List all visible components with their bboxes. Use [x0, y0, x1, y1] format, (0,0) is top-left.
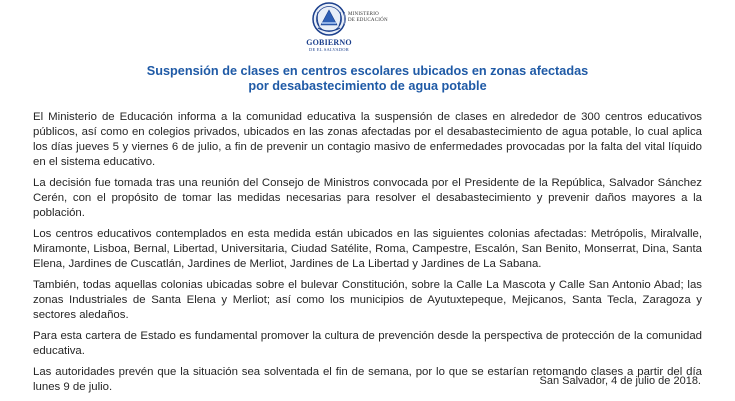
- gov-line1: GOBIERNO: [306, 38, 352, 47]
- document-header: [0, 0, 735, 60]
- paragraph: Los centros educativos contemplados en esta medida están ubicados en las siguientes colonias afectadas: Metrópolis, Miralvalle, Miramonte, Lisboa, Bernal, Libertad, Universitaria, Ciudad Satélite, Roma, Campestre, Escalón, San Benito, Monserrat, Dina, Santa Elena, Jardines de Cuscatlán, Jardines de Merliot, Jardines de La Libertad y Jardines de La Sabana.: [33, 228, 702, 270]
- ministry-label: [344, 12, 418, 24]
- paragraph: La decisión fue tomada tras una reunión del Consejo de Ministros convocada por el Presidente de la República, Salvador Sánchez Cerén, con el propósito de tomar las medidas necesarias para resolver el desabastecimiento y prevenir daños mayores a la población.: [33, 177, 702, 219]
- place-and-date: San Salvador, 4 de julio de 2018.: [539, 375, 701, 387]
- paragraph: Para esta cartera de Estado es fundamental promover la cultura de prevención desde la perspectiva de protección de la comunidad educativa.: [33, 330, 702, 357]
- document-body: [33, 110, 702, 401]
- ministry-line1: MINISTERIO: [348, 12, 379, 17]
- title-line2: por desabastecimiento de agua potable: [248, 79, 487, 93]
- title-line1: Suspensión de clases en centros escolares ubicados en zonas afectadas: [146, 64, 589, 78]
- gov-line2: DE EL SALVADOR: [309, 47, 349, 52]
- government-wordmark: [298, 38, 360, 53]
- paragraph: El Ministerio de Educación informa a la comunidad educativa la suspensión de clases en alrededor de 300 centros educativos públicos, así como en colegios privados, ubicados en las zonas afectadas por el desabastecimiento de agua potable, lo cual aplica los días jueves 5 y viernes 6 de julio, a fin de prevenir un contagio masivo de enfermedades provocadas por la falta del vital líquido en el sistema educativo.: [33, 111, 702, 168]
- el-salvador-seal-icon: [312, 2, 346, 36]
- government-logo: [298, 2, 403, 58]
- document-title: [60, 64, 675, 94]
- ministry-line2: DE EDUCACIÓN: [348, 18, 388, 23]
- paragraph: Las autoridades prevén que la situación sea solventada el fin de semana, por lo que se estarían retomando clases a partir del día lunes 9 de julio.: [33, 366, 702, 393]
- paragraph: También, todas aquellas colonias ubicadas sobre el bulevar Constitución, sobre la Calle La Mascota y Calle San Antonio Abad; las zonas Industriales de Santa Elena y Merliot; así como los municipios de Ayutuxtepeque, Mejicanos, Santa Tecla, Zaragoza y sectores aledaños.: [33, 279, 702, 321]
